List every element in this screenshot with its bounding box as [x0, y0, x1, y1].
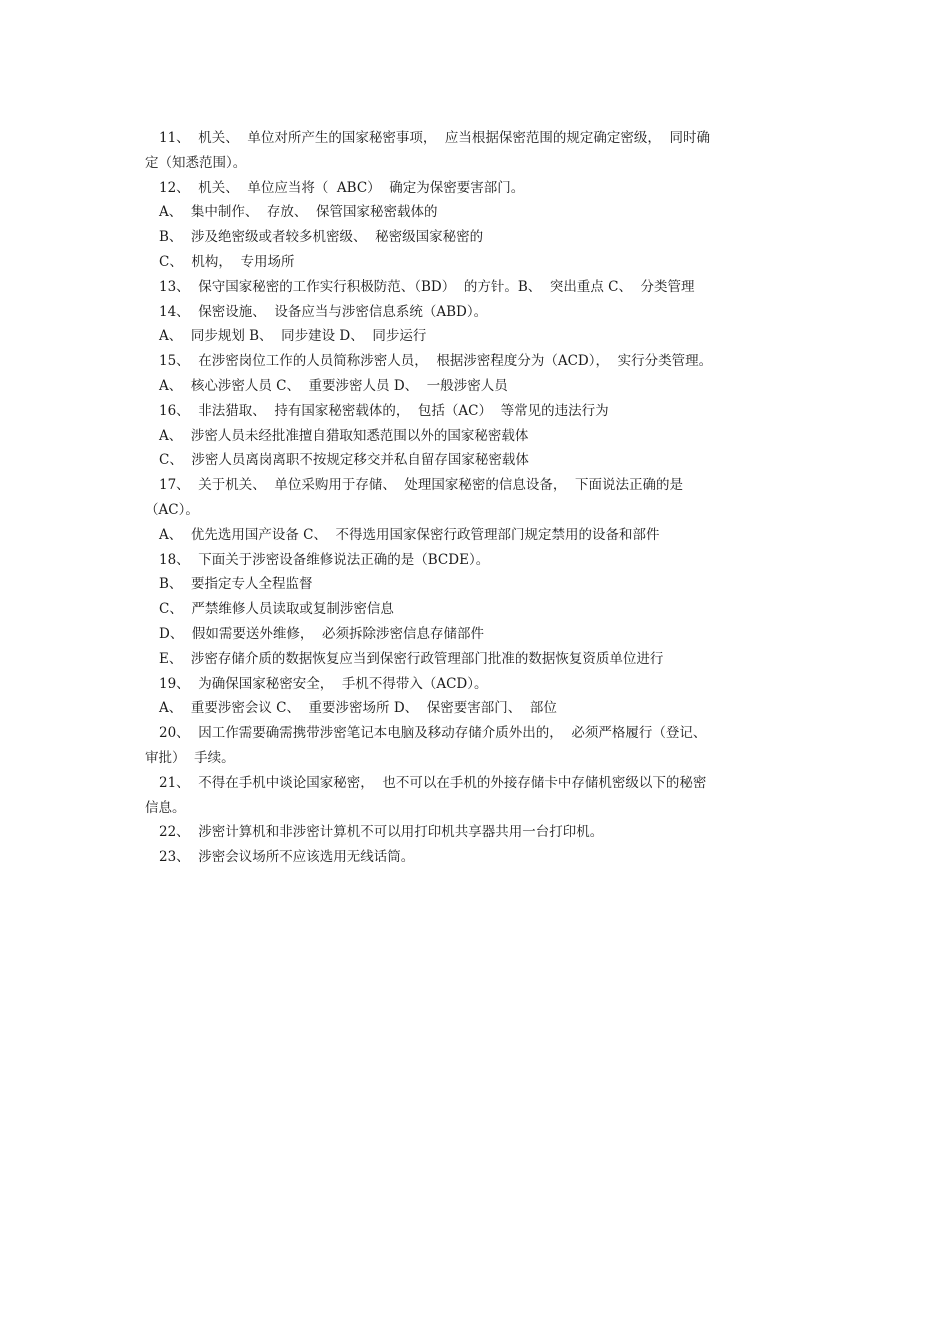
text-line: A、 同步规划 B、 同步建设 D、 同步运行	[159, 328, 427, 345]
text-line: 18、 下面关于涉密设备维修说法正确的是（BCDE）。	[159, 551, 490, 568]
text-line: C、 涉密人员离岗离职不按规定移交并私自留存国家秘密载体	[159, 452, 529, 469]
text-line: B、 涉及绝密级或者较多机密级、 秘密级国家秘密的	[159, 229, 484, 246]
text-line: 21、 不得在手机中谈论国家秘密， 也不可以在手机的外接存储卡中存储机密级以下的秘密	[159, 774, 707, 791]
text-line: 17、 关于机关、 单位采购用于存储、 处理国家秘密的信息设备， 下面说法正确的是	[159, 477, 684, 494]
text-line: 审批） 手续。	[145, 749, 235, 766]
text-line: C、 机构， 专用场所	[159, 253, 295, 270]
text-line: 23、 涉密会议场所不应该选用无线话筒。	[159, 849, 415, 866]
text-line: C、 严禁维修人员读取或复制涉密信息	[159, 601, 394, 618]
text-line: E、 涉密存储介质的数据恢复应当到保密行政管理部门批准的数据恢复资质单位进行	[159, 650, 664, 667]
text-line: A、 优先选用国产设备 C、 不得选用国家保密行政管理部门规定禁用的设备和部件	[159, 526, 660, 543]
text-line: 16、 非法猎取、 持有国家秘密载体的， 包括（AC） 等常见的违法行为	[159, 402, 609, 419]
text-line: 11、 机关、 单位对所产生的国家秘密事项， 应当根据保密范围的规定确定密级， 同时确	[159, 130, 711, 146]
text-line: 定（知悉范围）。	[145, 154, 247, 171]
text-line: 信息。	[145, 799, 186, 816]
text-line: A、 重要涉密会议 C、 重要涉密场所 D、 保密要害部门、 部位	[159, 700, 557, 717]
text-line: （AC）。	[145, 501, 199, 518]
text-line: D、 假如需要送外维修， 必须拆除涉密信息存储部件	[159, 625, 484, 642]
text-line: 20、 因工作需要确需携带涉密笔记本电脑及移动存储介质外出的， 必须严格履行（登记、	[159, 725, 707, 742]
text-line: 22、 涉密计算机和非涉密计算机不可以用打印机共享器共用一台打印机。	[159, 824, 604, 841]
text-line: 19、 为确保国家秘密安全， 手机不得带入（ACD）。	[159, 675, 488, 692]
text-line: 15、 在涉密岗位工作的人员简称涉密人员， 根据涉密程度分为（ACD）， 实行分类管理。	[159, 353, 713, 370]
text-line: B、 要指定专人全程监督	[159, 576, 313, 593]
text-line: 13、 保守国家秘密的工作实行积极防范、（BD） 的方针。B、 突出重点 C、 分类管理	[159, 278, 695, 295]
text-line: A、 核心涉密人员 C、 重要涉密人员 D、 一般涉密人员	[159, 377, 508, 394]
document-body	[145, 126, 805, 870]
text-line: 14、 保密设施、 设备应当与涉密信息系统（ABD）。	[159, 303, 488, 320]
text-line: 12、 机关、 单位应当将（ ABC） 确定为保密要害部门。	[159, 179, 525, 196]
text-line: A、 集中制作、 存放、 保管国家秘密载体的	[159, 204, 438, 221]
text-line: A、 涉密人员未经批准擅自猎取知悉范围以外的国家秘密载体	[159, 427, 529, 444]
